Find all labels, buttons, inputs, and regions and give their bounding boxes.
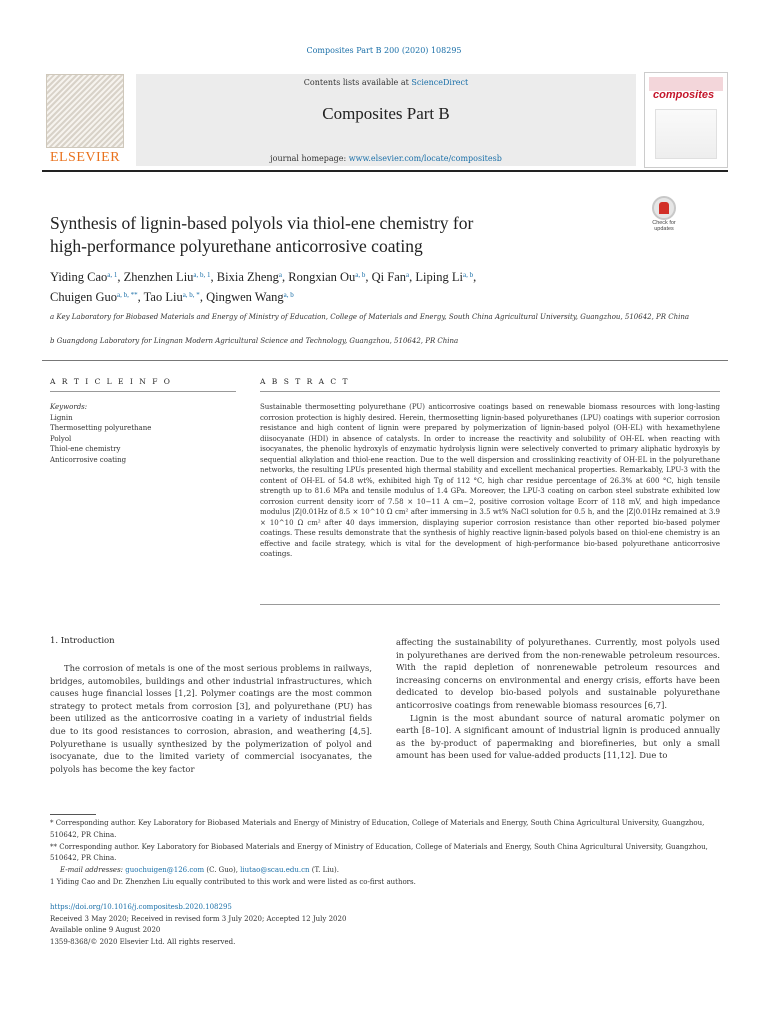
article-info-divider — [50, 391, 236, 392]
introduction-heading: 1. Introduction — [50, 636, 115, 646]
footnote-cofirst: 1 Yiding Cao and Dr. Zhenzhen Liu equally contributed to this work and were listed as co-first authors. — [50, 877, 416, 886]
email-owner: (C. Guo), — [204, 866, 241, 875]
author[interactable]: Yiding Cao$^{a, 1}$ — [50, 270, 118, 284]
check-for-updates-button[interactable] — [646, 196, 682, 236]
cover-image — [655, 109, 717, 159]
received-dates: Received 3 May 2020; Received in revised form 3 July 2020; Accepted 12 July 2020 — [50, 914, 347, 923]
email-owner: (T. Liu). — [309, 866, 339, 875]
keyword: Thermosetting polyurethane — [50, 424, 152, 432]
author-affiliation-marker[interactable]: a — [278, 271, 283, 279]
homepage-line — [136, 154, 636, 163]
author-affiliation-marker[interactable]: a, b, ** — [117, 291, 138, 299]
abstract-bottom-divider — [260, 604, 720, 605]
elsevier-logo — [42, 74, 128, 166]
available-online: Available online 9 August 2020 — [50, 926, 161, 934]
masthead-divider — [42, 170, 728, 172]
journal-cover[interactable] — [644, 72, 728, 168]
abstract-heading: A B S T R A C T — [260, 377, 350, 386]
author[interactable]: Qingwen Wang$^{a, b}$ — [206, 290, 294, 304]
abstract-divider — [260, 391, 720, 392]
homepage-label: journal homepage: — [270, 154, 349, 163]
article-info-heading: A R T I C L E I N F O — [50, 377, 172, 386]
elsevier-tree-icon — [46, 74, 124, 148]
email-link[interactable]: liutao@scau.edu.cn — [240, 866, 310, 875]
publication-info — [50, 902, 720, 948]
author-affiliation-marker[interactable]: a, b, * — [182, 291, 200, 299]
check-updates-label: Check for updates — [652, 220, 676, 232]
journal-masthead — [42, 64, 728, 168]
author-affiliation-marker[interactable]: a, b — [355, 271, 366, 279]
author[interactable]: Qi Fan$^a$ — [371, 270, 410, 284]
email-label: E-mail addresses: — [60, 866, 124, 875]
journal-reference[interactable]: Composites Part B 200 (2020) 108295 — [306, 46, 462, 55]
keyword: Thiol-ene chemistry — [50, 445, 121, 453]
header-divider — [42, 360, 728, 361]
copyright: 1359-8368/© 2020 Elsevier Ltd. All rights reserved. — [50, 937, 236, 946]
sciencedirect-link[interactable]: ScienceDirect — [411, 78, 469, 87]
keywords-label: Keywords: — [50, 403, 88, 411]
footnote-divider — [50, 814, 96, 815]
author-list: Yiding Cao$^{a, 1}$, Zhenzhen Liu$^{a, b, 1}$, Bixia Zheng$^a$, Rongxian Ou$^{a, b}$, Qi Fan$^a$, Liping Li$^{a, b}$, Chuigen Guo$^{a, b, **}$, Tao Liu$^{a, b, *}$, Qingwen Wang$^{a, b}$ — [50, 270, 477, 304]
masthead-banner — [136, 74, 636, 166]
title-line-1: Synthesis of lignin-based polyols via thiol-ene chemistry for — [50, 213, 474, 233]
abstract-text: Sustainable thermosetting polyurethane (PU) anticorrosive coatings based on renewable biomass resources with long-lasting corrosion protection is highly desired. Herein, thermosetting lignin-based polyurethanes (LPU) coatings with superior corrosion resistance and high content of lignin were prepared by polymerization of lignin-based polyol (OH-EL) with hexamethylene diisocyanate (HDI) in absence of catalysts. In order to increase the reactivity and solubility of OH-EL when reacting with isocyanates, the phenolic hydroxyls of enzymatic hydrolysis lignin were selectively converted to primary aliphatic hydroxyls by sequential alkylation and thiol-ene reaction. Due to the well dispersion and crosslinking reactivity of OH-EL in the polyurethane networks, the resulting LPUs presented high thermal stability and excellent mechanical properties. Remarkably, LPU-3 with the content of OH-EL of 54.8 wt%, exhibited high Tg of 112 °C, high char residue percentage of 26.3% at 600 °C, high tensile strength up to 81.6 MPa and tensile modulus of 1.4 GPa. Moreover, the LPU-3 coating on carbon steel substrate exhibited low corrosion current density icorr of 7.58 × 10−11 A cm−2, positive corrosion voltage Ecorr of 118 mV, and high impedance modulus |Z|0.01Hz of 8.5 × 10^10 Ω cm² after immersing in 3.5 wt% NaCl solution for 0.5 h, and the |Z|0.01Hz remained at 3.9 × 10^10 Ω cm² after 40 days immersion, displaying superior corrosion resistance than other reported bio-based polymer coatings. These results demonstrate that the synthesis of highly reactive lignin-based polyols based on thiol-ene chemistry is an effective and facile strategy, which is vital for the development of high-performance bio-based polyurethane anticorrosive coatings. — [260, 403, 720, 558]
author[interactable]: Chuigen Guo$^{a, b, **}$ — [50, 290, 138, 304]
homepage-link[interactable]: www.elsevier.com/locate/compositesb — [348, 154, 502, 163]
email-link[interactable]: guochuigen@126.com — [125, 866, 205, 875]
contents-line — [136, 78, 636, 87]
affiliation-b: b Guangdong Laboratory for Lingnan Modern Agricultural Science and Technology, Guangzhou, 510642, PR China — [50, 337, 459, 345]
author-affiliation-marker[interactable]: a, 1 — [107, 271, 118, 279]
intro-paragraph: Lignin is the most abundant source of natural aromatic polymer on earth [8–10]. A significant amount of industrial lignin is produced annually as the by-product of papermaking and biorefineries, but only a small amount has been used for value-added products [11,12]. Due to — [396, 712, 720, 761]
check-updates-icon — [652, 196, 676, 220]
keyword: Polyol — [50, 434, 72, 443]
keywords-block — [50, 402, 236, 465]
title-line-2: high-performance polyurethane anticorrosive coating — [50, 236, 423, 256]
contents-prefix: Contents lists available at — [303, 78, 412, 87]
affiliation-a: a Key Laboratory for Biobased Materials and Energy of Ministry of Education, College of Materials and Energy, South China Agricultural University, Guangzhou, 510642, PR China — [50, 313, 690, 321]
author[interactable]: Liping Li$^{a, b}$ — [415, 270, 474, 284]
author[interactable]: Rongxian Ou$^{a, b}$ — [288, 270, 366, 284]
author-affiliation-marker[interactable]: a, b — [283, 291, 294, 299]
article-title — [50, 212, 610, 258]
author-affiliation-marker[interactable]: a — [406, 271, 410, 279]
author-affiliation-marker[interactable]: a, b, 1 — [193, 271, 211, 279]
intro-right-column — [396, 636, 720, 762]
author[interactable]: Zhenzhen Liu$^{a, b, 1}$ — [123, 270, 211, 284]
intro-left-column: The corrosion of metals is one of the most serious problems in railways, bridges, automobiles, buildings and other industrial infrastructures, which causes huge financial losses [1,2]. Polymer coatings are the most common strategy to protect metals from corrosion [3], and polyurethane (PU) has been utilized as the anticorrosive coating in a variety of industrial fields due to its good resistances to corrosion, abrasion, and weathering [4,5]. Polyurethane is usually synthesized by the polymerization of polyol and isocyanate, due to the limited variety of commercial isocyanates, the polyols has become the key factor — [50, 663, 372, 774]
author[interactable]: Bixia Zheng$^a$ — [216, 270, 283, 284]
doi-link[interactable]: https://doi.org/10.1016/j.compositesb.2020.108295 — [50, 903, 232, 911]
cover-title: composites — [653, 89, 715, 101]
author[interactable]: Tao Liu$^{a, b, *}$ — [143, 290, 200, 304]
footnote-corresponding-1: * Corresponding author. Key Laboratory for Biobased Materials and Energy of Ministry of Education, College of Materials and Energy, South China Agricultural University, Guangzhou, 510642, PR China. — [50, 819, 705, 839]
keyword: Anticorrosive coating — [50, 455, 127, 464]
author-affiliation-marker[interactable]: a, b — [462, 271, 474, 279]
footnote-emails — [50, 865, 720, 877]
publisher-name: ELSEVIER — [49, 150, 121, 165]
footnote-corresponding-2: ** Corresponding author. Key Laboratory for Biobased Materials and Energy of Ministry of Education, College of Materials and Energy, South China Agricultural University, Guangzhou, 510642, PR China. — [50, 842, 708, 863]
intro-paragraph: affecting the sustainability of polyurethanes. Currently, most polyols used in polyurethanes are derived from the non-renewable petroleum resources. With the rapid depletion of nonrenewable petroleum resources and increasing concerns on environmental and energy crisis, efforts have been dedicated to develop bio-based polyols and sustainable polyurethane anticorrosive coatings from renewable biomass resources [6,7]. — [396, 637, 720, 710]
journal-title: Composites Part B — [322, 104, 450, 123]
keyword: Lignin — [50, 413, 73, 422]
footnotes — [50, 818, 720, 889]
